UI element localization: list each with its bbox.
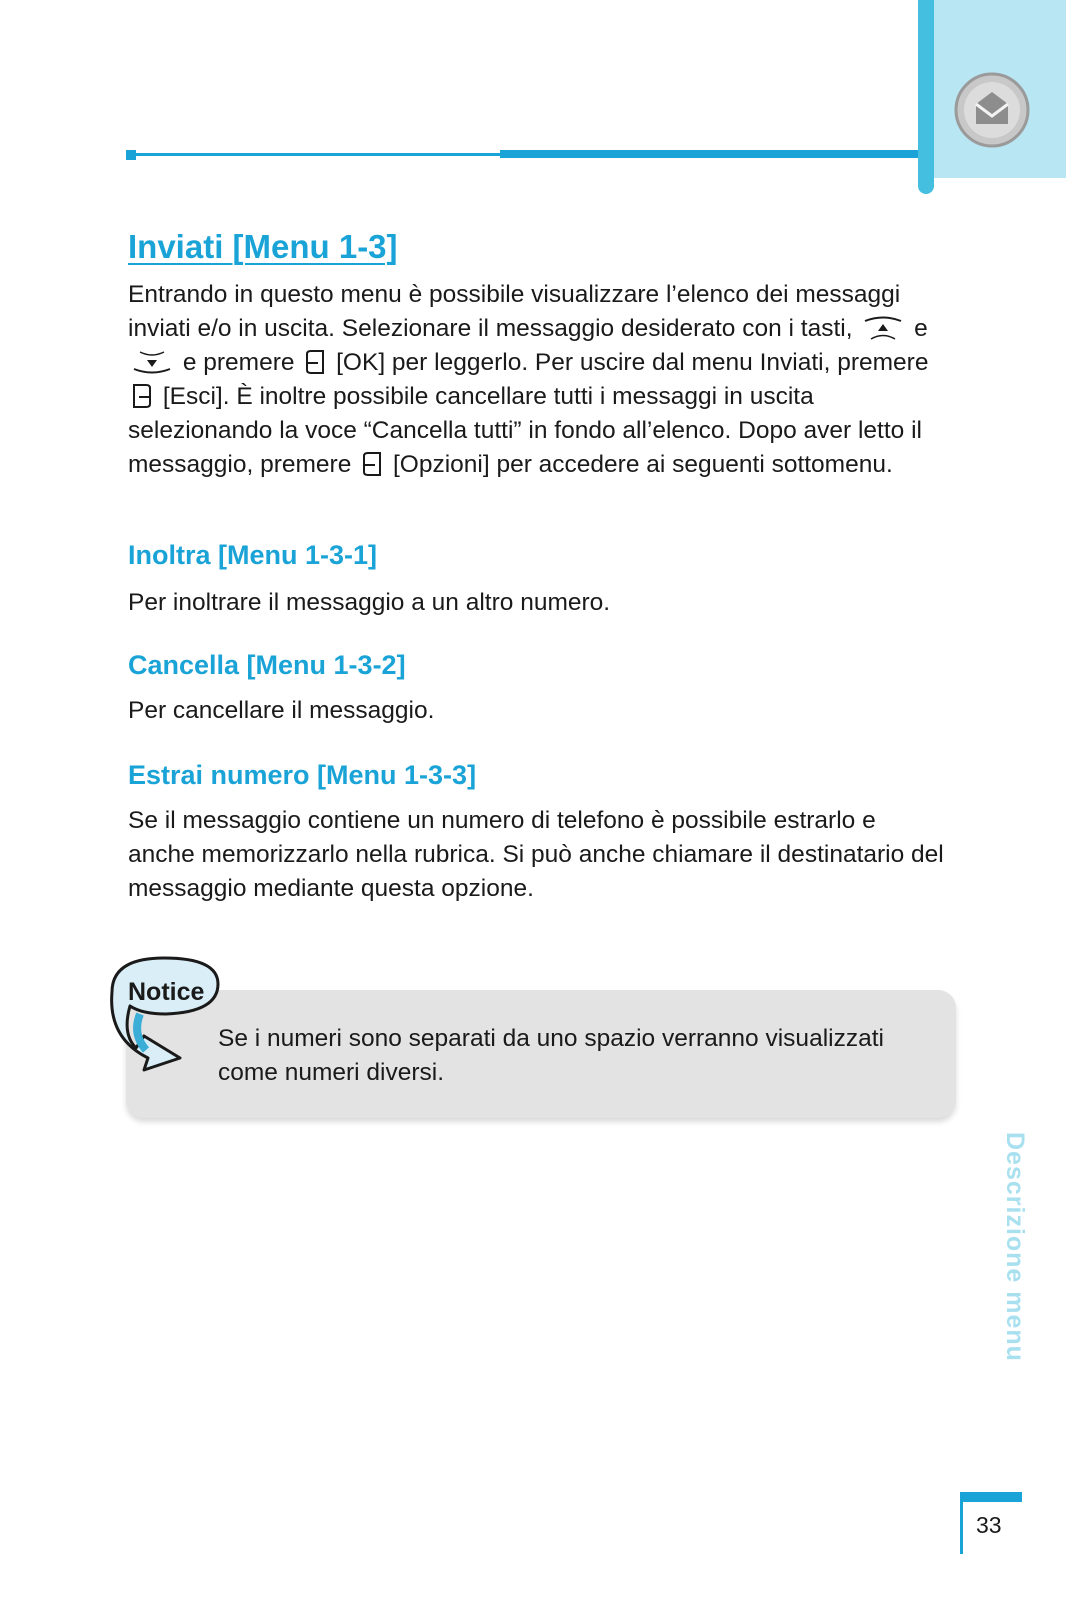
subsection-text-cancella: Per cancellare il messaggio. <box>128 697 435 724</box>
subsection-text-estrai-numero: Se il messaggio contiene un numero di telefono è possibile estrarlo e anche memorizzarlo nella rubrica. Si può anche chiamare il destinatario del messaggio mediante questa opzione. <box>128 807 944 902</box>
header-rule-thin <box>136 153 500 156</box>
nav-up-key-icon <box>862 315 904 341</box>
right-soft-key-icon <box>131 383 153 409</box>
page-number: 33 <box>976 1512 1002 1538</box>
page-number-bar <box>960 1492 1022 1502</box>
header-rule-thick <box>500 150 918 158</box>
page-number-divider <box>960 1492 963 1554</box>
intro-text-5: [Esci]. È inoltre possibile cancellare tutti i messaggi in uscita selezionando la voce “Cancella tutti” in fondo all’elenco. Dopo aver letto il messaggio, premere <box>128 383 922 478</box>
notice-label: Notice <box>128 978 205 1006</box>
subheading-estrai-numero: Estrai numero [Menu 1-3-3] <box>128 760 477 790</box>
subsection-text-inoltra: Per inoltrare il messaggio a un altro numero. <box>128 589 611 616</box>
intro-text-4: [OK] per leggerlo. Per uscire dal menu Inviati, premere <box>336 349 929 376</box>
subheading-cancella: Cancella [Menu 1-3-2] <box>128 650 406 680</box>
tab-bar <box>918 0 934 194</box>
section-title: Inviati [Menu 1-3] <box>128 228 398 265</box>
nav-down-key-icon <box>131 349 173 375</box>
intro-text-3: e premere <box>182 349 295 376</box>
notice-arrow-icon <box>104 954 234 1094</box>
notice-text: Se i numeri sono separati da uno spazio verranno visualizzati come numeri diversi. <box>218 1025 884 1086</box>
intro-paragraph <box>128 278 948 482</box>
subheading-inoltra: Inoltra [Menu 1-3-1] <box>128 540 378 570</box>
envelope-tab-icon <box>952 70 1032 150</box>
intro-text-1: Entrando in questo menu è possibile visualizzare l’elenco dei messaggi inviati e/o in uscita. Selezionare il messaggio desiderato con i tasti, <box>128 281 901 342</box>
intro-text-6: [Opzioni] per accedere ai seguenti sottomenu. <box>392 451 893 478</box>
left-soft-key-icon <box>361 451 383 477</box>
left-soft-key-icon <box>304 349 326 375</box>
header-rule-marker <box>126 150 136 160</box>
side-section-label: Descrizione menu <box>1001 1132 1029 1362</box>
intro-text-2: e <box>914 315 928 342</box>
